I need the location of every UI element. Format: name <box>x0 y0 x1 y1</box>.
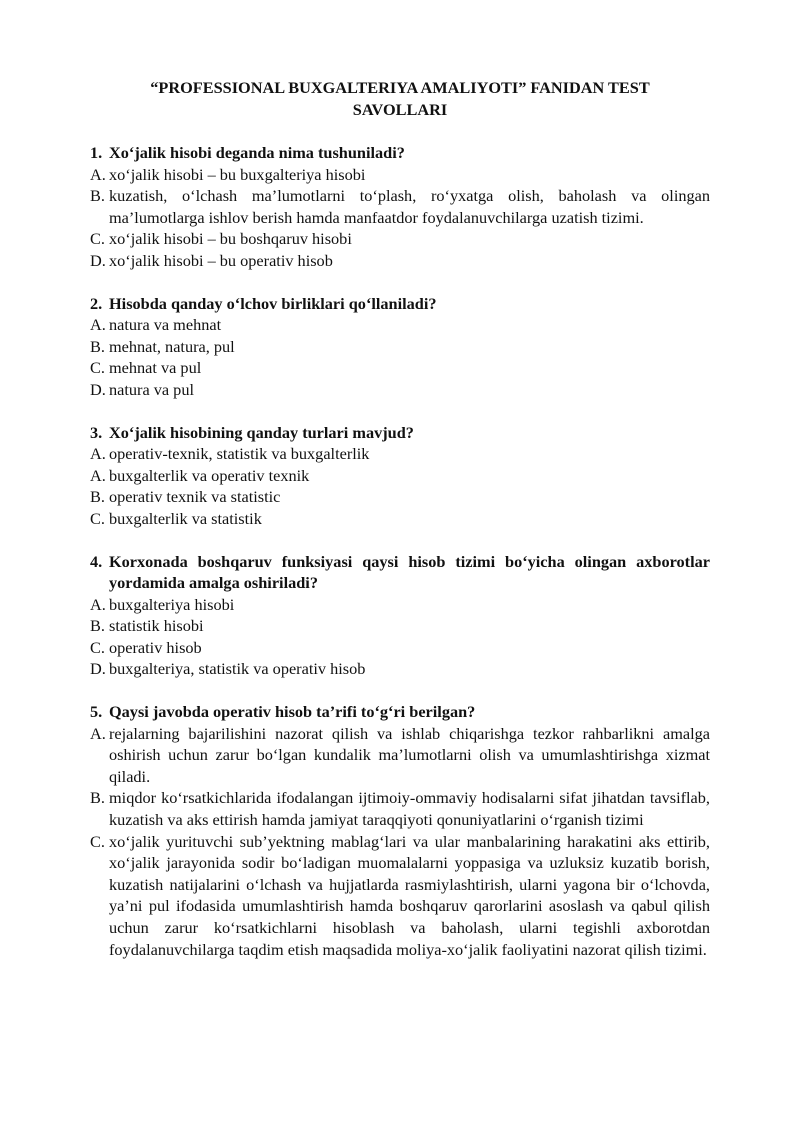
option-text: buxgalteriya hisobi <box>109 594 235 614</box>
question-block <box>90 142 710 272</box>
question-block <box>90 422 710 530</box>
option-letter: A. <box>90 164 106 184</box>
option-text: rejalarning bajarilishini nazorat qilish va ishlab chiqarishga tezkor rahbarlikni amalga oshirish uchun zarur bo‘lgan kundalik ma’lumotlarni olish va umumlashtirishga xizmat qiladi. <box>109 723 710 786</box>
answer-option <box>90 723 710 788</box>
question-number: 5. <box>90 702 103 722</box>
option-text: xo‘jalik hisobi – bu boshqaruv hisobi <box>109 229 352 249</box>
answer-option <box>90 164 710 186</box>
answer-option <box>90 250 710 272</box>
option-letter: A. <box>90 465 106 485</box>
answer-option <box>90 615 710 637</box>
question-heading <box>90 422 710 444</box>
option-letter: A. <box>90 594 106 614</box>
question-list <box>90 142 710 981</box>
answer-option <box>90 379 710 401</box>
option-text: xo‘jalik yurituvchi sub’yektning mablag‘lari va ular manbalarining harakatini aks ettirib, xo‘jalik jarayonida sodir bo‘ladigan muomalalarni yoppasiga va uzluksiz kuzatib borish, kuzatish natijalarini o‘lchash va hujjatlarda rasmiylashtirish, ularni yagona bir o‘lchovda, ya’ni pul ifodasida umumlashtirish hamda boshqaruv qarorlarini asoslash va qabul qilish uchun zarur ko‘rsatkichlarni hisoblash va baholash, ularni tegishli axborotdan foydalanuvchilarga taqdim etish maqsadida moliya-xo‘jalik faoliyatini nazorat qilish tizimi. <box>109 831 710 959</box>
answer-option <box>90 185 710 228</box>
option-text: operativ-texnik, statistik va buxgalterlik <box>109 444 370 464</box>
title-line-2: SAVOLLARI <box>352 100 448 119</box>
option-text: miqdor ko‘rsatkichlarida ifodalangan ijtimoiy-ommaviy hodisalarni sifat jihatdan tavsiflab, kuzatish va aks ettirish hamda jamiyat taraqqiyoti qonuniyatlarini o‘rganish tizimi <box>109 788 710 830</box>
title-line-1: “PROFESSIONAL BUXGALTERIYA AMALIYOTI” FANIDAN TEST <box>150 78 650 97</box>
question-text: Qaysi javobda operativ hisob ta’rifi to‘g‘ri berilgan? <box>109 702 476 722</box>
option-text: natura va pul <box>109 379 194 399</box>
question-number: 2. <box>90 293 103 313</box>
option-text: buxgalteriya, statistik va operativ hisob <box>109 659 366 679</box>
question-block <box>90 293 710 401</box>
answer-option <box>90 831 710 961</box>
option-letter: A. <box>90 723 106 743</box>
question-number: 1. <box>90 143 103 162</box>
answer-option <box>90 314 710 336</box>
answer-option <box>90 658 710 680</box>
question-number: 4. <box>90 551 103 571</box>
option-letter: B. <box>90 487 105 507</box>
option-text: kuzatish, o‘lchash ma’lumotlarni to‘plash, ro‘yxatga olish, baholash va olingan ma’lumotlarga ishlov berish hamda manfaatdor foydalanuvchilarga uzatish tizimi. <box>109 186 710 227</box>
answer-option <box>90 228 710 250</box>
option-letter: C. <box>90 637 105 657</box>
answer-option <box>90 443 710 465</box>
answer-option <box>90 486 710 508</box>
option-letter: A. <box>90 444 106 464</box>
question-text: Hisobda qanday o‘lchov birliklari qo‘llaniladi? <box>109 293 437 313</box>
answer-option <box>90 594 710 616</box>
option-text: natura va mehnat <box>109 315 222 335</box>
answer-option <box>90 357 710 379</box>
answer-option <box>90 787 710 830</box>
question-block <box>90 701 710 960</box>
option-text: buxgalterlik va operativ texnik <box>109 465 310 485</box>
option-text: mehnat, natura, pul <box>109 336 235 356</box>
option-text: statistik hisobi <box>109 616 204 636</box>
option-letter: B. <box>90 336 105 356</box>
answer-option <box>90 637 710 659</box>
option-letter: C. <box>90 508 105 528</box>
option-letter: B. <box>90 788 105 808</box>
option-letter: D. <box>90 379 106 399</box>
answer-option <box>90 508 710 530</box>
answer-option <box>90 336 710 358</box>
option-text: xo‘jalik hisobi – bu buxgalteriya hisobi <box>109 164 366 184</box>
question-block <box>90 551 710 681</box>
question-number: 3. <box>90 422 103 442</box>
option-text: operativ hisob <box>109 637 202 657</box>
question-text: Korxonada boshqaruv funksiyasi qaysi hisob tizimi bo‘yicha olingan axborotlar yordamida amalga oshiriladi? <box>109 551 710 593</box>
option-letter: D. <box>90 659 106 679</box>
answer-option <box>90 465 710 487</box>
option-letter: A. <box>90 315 106 335</box>
question-heading <box>90 701 710 723</box>
option-text: buxgalterlik va statistik <box>109 508 262 528</box>
page-title <box>90 77 710 121</box>
question-text: Xo‘jalik hisobining qanday turlari mavjud? <box>109 422 414 442</box>
option-letter: D. <box>90 250 106 270</box>
option-text: operativ texnik va statistic <box>109 487 281 507</box>
option-letter: B. <box>90 616 105 636</box>
question-heading <box>90 551 710 594</box>
option-letter: B. <box>90 186 105 206</box>
option-letter: C. <box>90 358 105 378</box>
option-letter: C. <box>90 831 105 851</box>
option-text: mehnat va pul <box>109 358 202 378</box>
option-letter: C. <box>90 229 105 249</box>
option-text: xo‘jalik hisobi – bu operativ hisob <box>109 250 333 270</box>
question-text: Xo‘jalik hisobi deganda nima tushuniladi? <box>109 143 405 162</box>
question-heading <box>90 142 710 164</box>
question-heading <box>90 293 710 315</box>
